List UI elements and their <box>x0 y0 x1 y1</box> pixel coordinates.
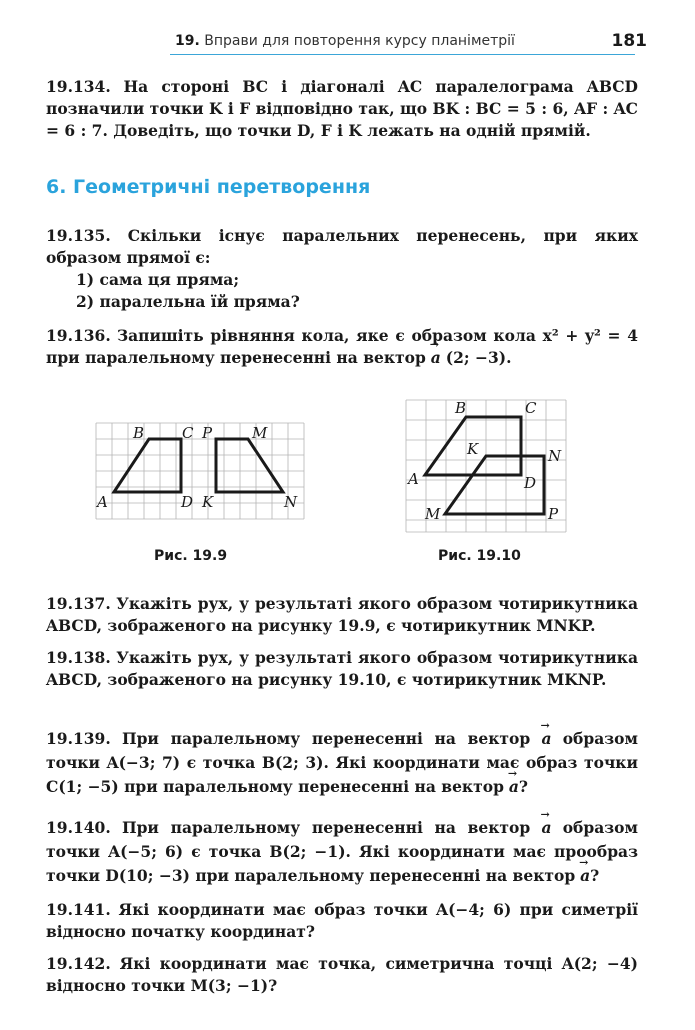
label-a: A <box>97 493 108 511</box>
problem-text: ? <box>590 866 600 885</box>
vector-a: → a <box>541 816 551 840</box>
header-rule <box>170 54 635 55</box>
label-a: A <box>408 470 419 488</box>
quadrilateral-abcd <box>114 439 181 492</box>
running-title <box>175 33 515 49</box>
problem-19-134 <box>46 76 638 142</box>
problem-number: 19.137. <box>46 594 111 613</box>
caption-19-10: Рис. 19.10 <box>438 548 521 564</box>
label-k: K <box>467 440 479 458</box>
problem-text: При паралельному перенесенні на вектор <box>121 818 531 837</box>
problem-text: Скільки існує паралельних перенесень, при яких образом прямої є: <box>46 226 638 267</box>
label-m: M <box>425 505 441 523</box>
caption-19-9: Рис. 19.9 <box>154 548 228 564</box>
quadrilateral-mnkp <box>216 439 283 492</box>
label-p: P <box>202 424 213 442</box>
page-number: 181 <box>611 31 647 51</box>
problem-number: 19.142. <box>46 954 111 973</box>
problem-text: ? <box>518 777 528 796</box>
problem-number: 19.134. <box>46 77 111 96</box>
label-b: B <box>133 424 145 442</box>
problem-text: При паралельному перенесенні на вектор <box>121 729 531 748</box>
problem-text: Які координати має образ точки A(−4; 6) при симетрії відносно початку координат? <box>46 900 638 941</box>
problem-number: 19.141. <box>46 900 111 919</box>
label-k: K <box>202 493 214 511</box>
vector-a: → a <box>580 864 590 888</box>
problem-text: Які координати має точка, симетрична точці A(2; −4) відносно точки M(3; −1)? <box>46 954 638 995</box>
problem-text: Запишіть рівняння кола, яке є образом кола x² + y² = 4 при паралельному перенесенні на вектор <box>46 326 638 367</box>
problem-19-137 <box>46 593 638 637</box>
problem-19-140 <box>46 816 638 888</box>
figure-19-9 <box>93 420 308 520</box>
problem-19-141 <box>46 899 638 943</box>
label-d: D <box>181 493 194 511</box>
problem-text: (2; −3). <box>445 348 512 367</box>
label-m: M <box>252 424 268 442</box>
chapter-number: 19. <box>175 33 200 49</box>
section-title: 6. Геометричні перетворення <box>46 176 371 198</box>
label-n: N <box>284 493 298 511</box>
figure-19-10 <box>403 398 568 534</box>
label-n: N <box>548 447 562 465</box>
problem-19-136 <box>46 325 638 369</box>
label-b: B <box>455 399 467 417</box>
problem-number: 19.135. <box>46 226 111 245</box>
label-p: P <box>548 505 559 523</box>
problem-subitem: 1) сама ця пряма; <box>76 270 240 289</box>
vector-a: → a <box>509 775 519 799</box>
problem-subitem: 2) паралельна їй пряма? <box>76 292 300 311</box>
page-header <box>0 30 695 60</box>
problem-text: Укажіть рух, у результаті якого образом чотирикутника ABCD, зображеного на рисунку 19.9, є чотирикутник MNKP. <box>46 594 638 635</box>
problem-number: 19.136. <box>46 326 111 345</box>
label-c: C <box>182 424 194 442</box>
chapter-title: Вправи для повторення курсу планіметрії <box>204 33 515 49</box>
problem-text: образом точки A(−3; 7) є точка B(2; 3). Які координати має образ точки C(1; −5) при паралельному перенесенні на вектор <box>46 729 638 796</box>
problem-text: На стороні BC і діагоналі AC паралелограма ABCD позначили точки K і F відповідно так, що BK : BC = 5 : 6, AF : AC = 6 : 7. Доведіть, що точки D, F і K лежать на одній прямій. <box>46 77 638 140</box>
problem-number: 19.140. <box>46 818 111 837</box>
problem-19-138 <box>46 647 638 691</box>
vector-a: → a <box>431 347 441 369</box>
problem-text: Укажіть рух, у результаті якого образом чотирикутника ABCD, зображеного на рисунку 19.10, є чотирикутник MKNP. <box>46 648 638 689</box>
label-d: D <box>524 474 537 492</box>
problem-number: 19.139. <box>46 729 111 748</box>
problem-number: 19.138. <box>46 648 111 667</box>
problem-text: образом точки A(−5; 6) є точка B(2; −1). Які координати має прообраз точки D(10; −3) при паралельному перенесенні на вектор <box>46 818 638 885</box>
vector-a: → a <box>541 727 551 751</box>
label-c: C <box>525 399 537 417</box>
problem-19-139 <box>46 727 638 799</box>
problem-19-142 <box>46 953 638 997</box>
problem-19-135 <box>46 225 638 313</box>
